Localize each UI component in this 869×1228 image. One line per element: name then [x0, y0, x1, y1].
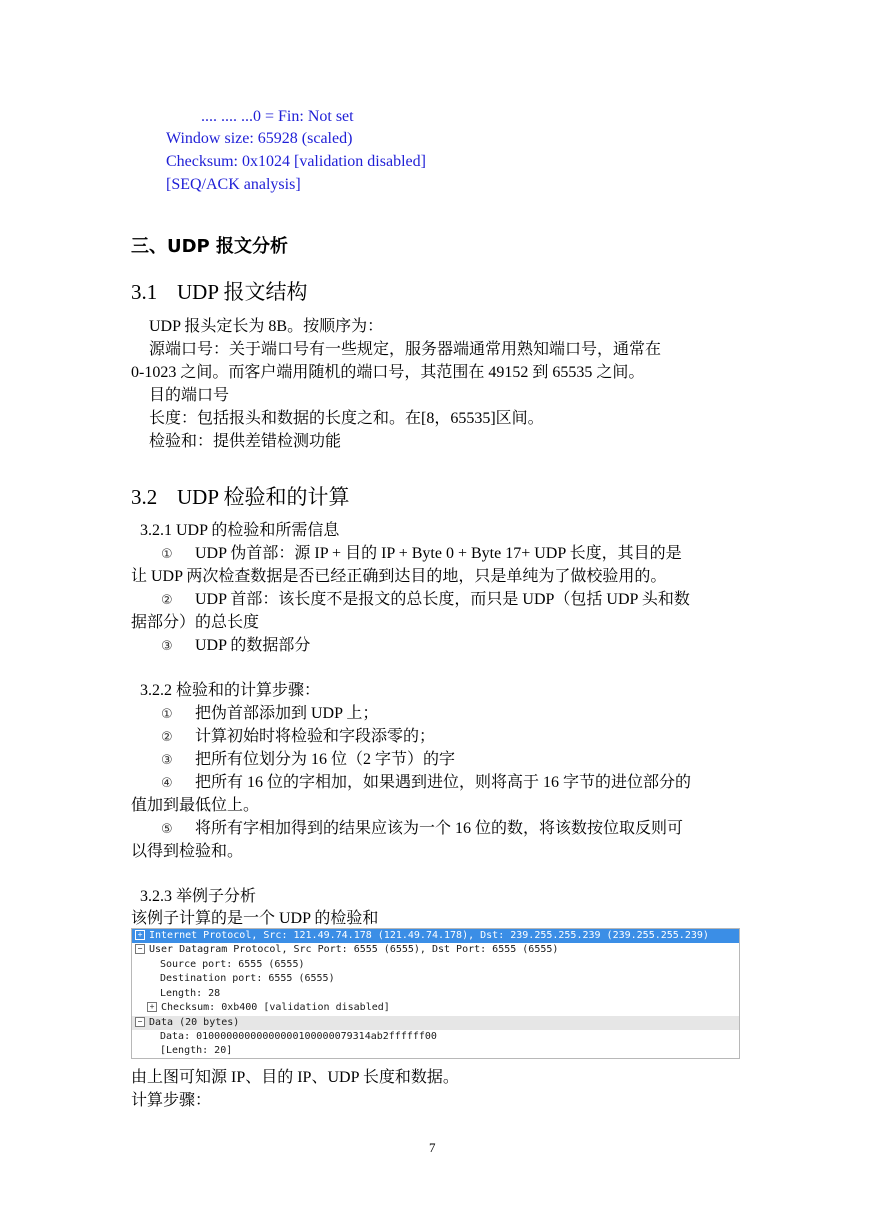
tree-row-length[interactable]: [132, 987, 739, 1001]
tree-row-label: Length: 28: [160, 987, 221, 999]
s322-item-4-text: 把所有 16 位的字相加，如果遇到进位，则将高于 16 字节的进位部分的: [195, 774, 692, 791]
s322-item-1-text: 把伪首部添加到 UDP 上；: [195, 705, 379, 722]
heading-3-2-1: 3.2.1 UDP 的检验和所需信息: [140, 522, 340, 539]
s322-item-5-cont: 以得到检验和。: [131, 843, 244, 860]
tree-row-label: Data (20 bytes): [149, 1016, 240, 1028]
collapse-icon[interactable]: −: [135, 944, 145, 954]
tree-row-label: [Length: 20]: [160, 1045, 233, 1056]
circled-2: ②: [161, 593, 173, 608]
page-number: 7: [429, 1140, 436, 1155]
s321-item-2-text: UDP 首部：该长度不是报文的总长度，而只是 UDP（包括 UDP 头和数: [195, 591, 690, 608]
tree-row-label: Internet Protocol, Src: 121.49.74.178 (121.49.74.178), Dst: 239.255.255.239 (239.255.255.239): [149, 930, 709, 941]
s31-line-4: 目的端口号: [149, 387, 230, 404]
collapse-icon[interactable]: −: [135, 1017, 145, 1027]
section-3-heading: 三、UDP 报文分析: [131, 236, 289, 257]
s321-item-1-text: UDP 伪首部：源 IP + 目的 IP + Byte 0 + Byte 17+ UDP 长度，其目的是: [195, 545, 682, 562]
tree-row-data-length[interactable]: [132, 1044, 739, 1058]
tree-row-label: Source port: 6555 (6555): [160, 958, 305, 970]
circled-2: ②: [161, 730, 173, 745]
after-figure-line-1: 由上图可知源 IP、目的 IP、UDP 长度和数据。: [131, 1069, 459, 1086]
heading-3-2-3: 3.2.3 举例子分析: [140, 888, 257, 905]
circled-5: ⑤: [161, 822, 173, 837]
heading-3-2-2: 3.2.2 检验和的计算步骤：: [140, 682, 321, 699]
tree-row-source-port[interactable]: [132, 958, 739, 972]
tree-row-destination-port[interactable]: [132, 972, 739, 986]
tree-row-label: Destination port: 6555 (6555): [160, 973, 335, 984]
tcp-window-size: Window size: 65928 (scaled): [166, 130, 353, 147]
circled-3: ③: [161, 753, 173, 768]
tree-row-label: Checksum: 0xb400 [validation disabled]: [161, 1002, 390, 1013]
s322-item-2: [161, 723, 435, 746]
tree-row-checksum[interactable]: [132, 1001, 739, 1015]
heading-3-1: [131, 276, 307, 306]
tree-row-label: Data: 01000000000000000100000079314ab2ffffff00: [160, 1031, 437, 1042]
after-figure-line-2: 计算步骤：: [131, 1092, 212, 1109]
circled-1: ①: [161, 707, 173, 722]
tcp-seq-ack-analysis: [SEQ/ACK analysis]: [166, 176, 301, 193]
heading-3-2: [131, 481, 349, 511]
circled-4: ④: [161, 776, 173, 791]
tree-row-label: User Datagram Protocol, Src Port: 6555 (6555), Dst Port: 6555 (6555): [149, 944, 559, 955]
s322-item-3: [161, 746, 455, 769]
circled-3: ③: [161, 639, 173, 654]
s31-line-1: UDP 报头定长为 8B。按顺序为：: [149, 318, 384, 335]
tree-row-ip[interactable]: [132, 929, 739, 943]
circled-1: ①: [161, 547, 173, 562]
s321-item-2: [161, 586, 690, 609]
s323-intro: 该例子计算的是一个 UDP 的检验和: [131, 910, 379, 927]
tcp-fin-flag: .... .... ...0 = Fin: Not set: [201, 108, 354, 125]
tree-row-data[interactable]: [132, 1016, 739, 1030]
expand-icon[interactable]: +: [135, 930, 145, 940]
tree-row-data-bytes[interactable]: [132, 1030, 739, 1044]
s321-item-2-cont: 据部分）的总长度: [131, 614, 260, 631]
s322-item-2-text: 计算初始时将检验和字段添零的；: [195, 728, 436, 745]
s322-item-3-text: 把所有位划分为 16 位（2 字节）的字: [195, 751, 456, 768]
s322-item-5: [161, 815, 683, 838]
s322-item-4: [161, 769, 691, 792]
s31-line-3: 0-1023 之间。而客户端用随机的端口号，其范围在 49152 到 65535 之间。: [131, 364, 645, 381]
s322-item-5-text: 将所有字相加得到的结果应该为一个 16 位的数，将该数按位取反则可: [195, 820, 684, 837]
s321-item-1-cont: 让 UDP 两次检查数据是否已经正确到达目的地，只是单纯为了做校验用的。: [131, 568, 667, 585]
s31-line-2: 源端口号：关于端口号有一些规定，服务器端通常用熟知端口号，通常在: [149, 341, 662, 358]
expand-icon[interactable]: +: [147, 1002, 157, 1012]
s322-item-1: [161, 700, 378, 723]
tcp-checksum: Checksum: 0x1024 [validation disabled]: [166, 153, 426, 170]
packet-details-panel: [131, 928, 740, 1059]
tree-row-udp[interactable]: [132, 943, 739, 957]
heading-3-2-title: UDP 检验和的计算: [177, 485, 350, 509]
s321-item-3-text: UDP 的数据部分: [195, 637, 311, 654]
s322-item-4-cont: 值加到最低位上。: [131, 797, 260, 814]
heading-3-1-title: UDP 报文结构: [177, 280, 308, 304]
heading-3-2-number: 3.2: [131, 485, 158, 509]
s31-line-5: 长度：包括报头和数据的长度之和。在[8，65535]区间。: [149, 410, 544, 427]
s321-item-1: [161, 540, 682, 563]
s31-line-6: 检验和：提供差错检测功能: [149, 433, 342, 450]
heading-3-1-number: 3.1: [131, 280, 158, 304]
s321-item-3: [161, 632, 310, 655]
